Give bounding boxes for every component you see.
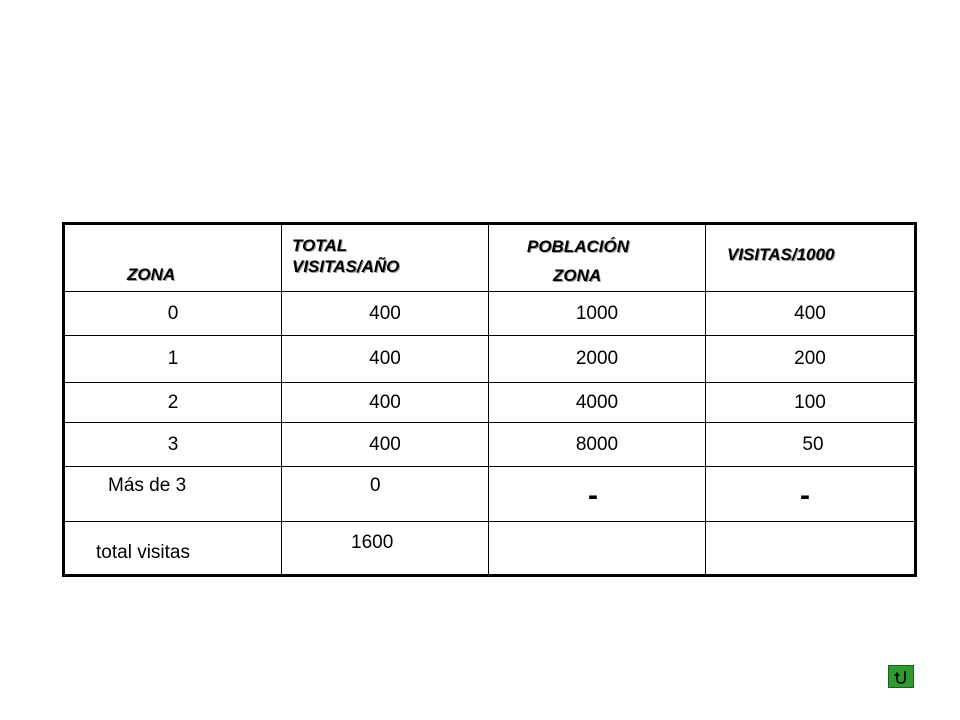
header-zona xyxy=(64,224,282,292)
table-row xyxy=(64,522,916,576)
table-row xyxy=(64,292,916,336)
cell-poblacion xyxy=(489,467,706,522)
header-poblacion-zona xyxy=(489,224,706,292)
cell-visitas xyxy=(706,522,916,576)
cell-poblacion: 8000 xyxy=(489,423,706,467)
cell-visitas: 100 xyxy=(706,383,916,423)
cell-total: 400 xyxy=(282,336,489,383)
cell-zona-text: total visitas xyxy=(96,542,190,563)
cell-total-text: 1600 xyxy=(351,532,394,553)
cell-total: 400 xyxy=(282,423,489,467)
cell-poblacion: 1000 xyxy=(489,292,706,336)
cell-zona: 3 xyxy=(64,423,282,467)
cell-poblacion: 4000 xyxy=(489,383,706,423)
cell-poblacion: 2000 xyxy=(489,336,706,383)
cell-zona: 2 xyxy=(64,383,282,423)
cell-visitas: 200 xyxy=(706,336,916,383)
data-table xyxy=(62,222,917,577)
cell-poblacion-dash: - xyxy=(588,479,598,512)
return-arrow-icon xyxy=(889,666,913,687)
cell-zona-text: Más de 3 xyxy=(108,475,187,496)
header-total-line2: VISITAS/AÑO xyxy=(292,257,400,276)
header-poblacion-line1: POBLACIÓN xyxy=(527,237,629,256)
cell-visitas: 400 xyxy=(706,292,916,336)
cell-zona xyxy=(64,467,282,522)
return-button[interactable] xyxy=(888,665,914,688)
cell-total: 400 xyxy=(282,292,489,336)
cell-total xyxy=(282,522,489,576)
cell-zona: 1 xyxy=(64,336,282,383)
cell-visitas xyxy=(706,467,916,522)
cell-visitas: 50 xyxy=(706,423,916,467)
header-total-line1: TOTAL xyxy=(292,236,348,255)
cell-total xyxy=(282,467,489,522)
cell-total: 400 xyxy=(282,383,489,423)
table-row xyxy=(64,467,916,522)
table-row xyxy=(64,336,916,383)
cell-total-text: 0 xyxy=(370,475,381,496)
table-header-row xyxy=(64,224,916,292)
cell-zona xyxy=(64,522,282,576)
table-row xyxy=(64,423,916,467)
table-row xyxy=(64,383,916,423)
cell-zona: 0 xyxy=(64,292,282,336)
header-poblacion-line2: ZONA xyxy=(553,266,602,285)
header-zona-label: ZONA xyxy=(127,265,176,284)
header-total-visitas xyxy=(282,224,489,292)
header-visitas-label: VISITAS/1000 xyxy=(727,245,835,264)
cell-poblacion xyxy=(489,522,706,576)
cell-visitas-dash: - xyxy=(800,479,810,512)
header-visitas-1000 xyxy=(706,224,916,292)
